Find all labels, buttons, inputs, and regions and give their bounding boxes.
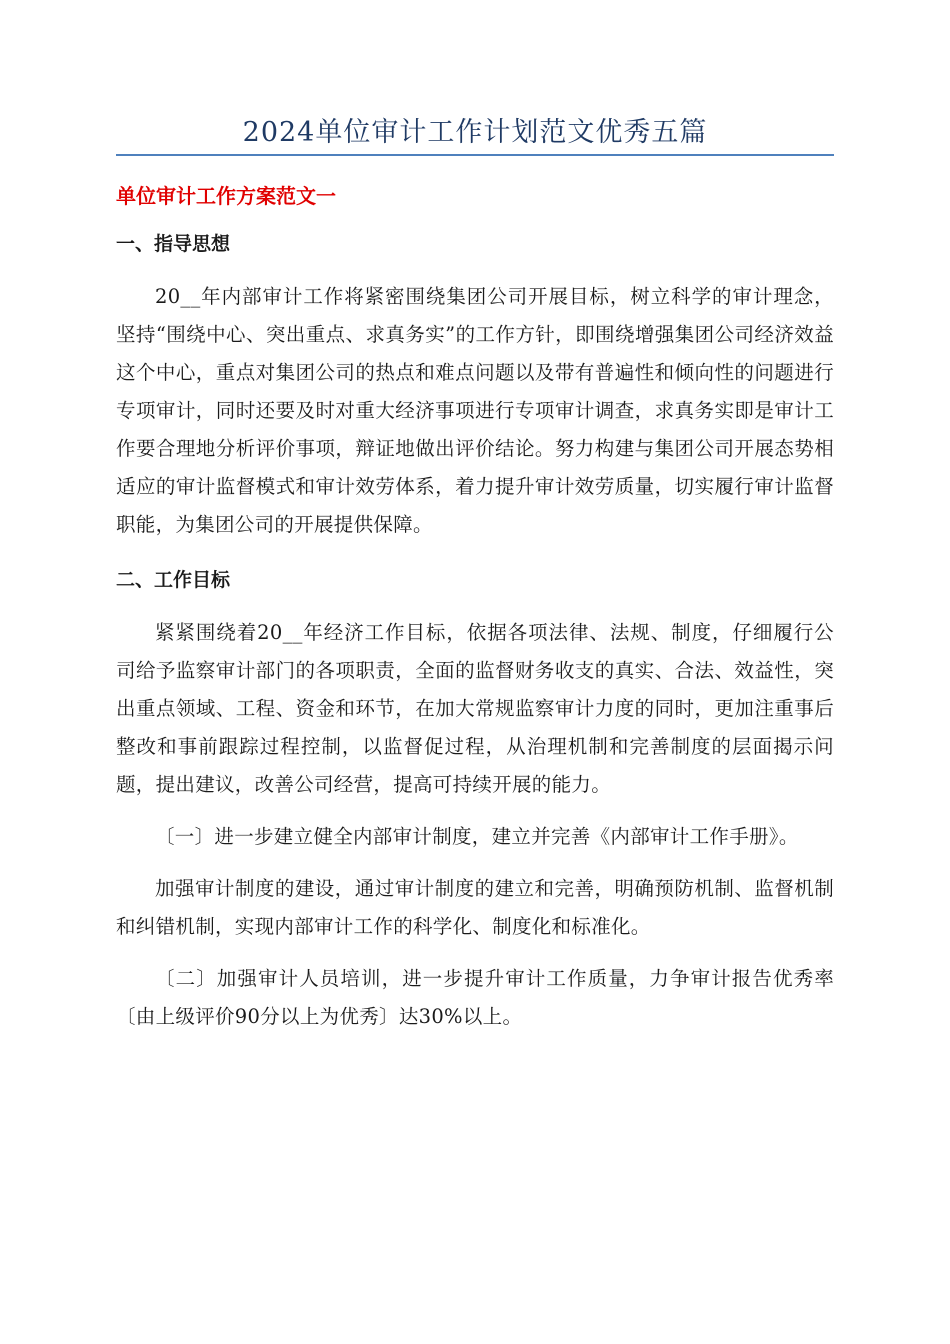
paragraph-item-one: 〔一〕进一步建立健全内部审计制度，建立并完善《内部审计工作手册》。 [155, 825, 799, 848]
paragraph-item-two: 〔二〕加强审计人员培训，进一步提升审计工作质量，力争审计报告优秀率〔由上级评价90分以上为优秀〕达30%以上。 [116, 967, 834, 1028]
document-page [116, 112, 834, 1036]
title-underline [116, 154, 834, 156]
document-title: 2024单位审计工作计划范文优秀五篇 [242, 117, 708, 148]
paragraph-guiding-ideology: 20__年内部审计工作将紧密围绕集团公司开展目标，树立科学的审计理念，坚持“围绕中心、突出重点、求真务实”的工作方针，即围绕增强集团公司经济效益这个中心，重点对集团公司的热点和难点问题以及带有普遍性和倾向性的问题进行专项审计，同时还要及时对重大经济事项进行专项审计调查，求真务实即是审计工作要合理地分析评价事项，辩证地做出评价结论。努力构建与集团公司开展态势相适应的审计监督模式和审计效劳体系，着力提升审计效劳质量，切实履行审计监督职能，为集团公司的开展提供保障。 [116, 285, 834, 536]
section-title: 单位审计工作方案范文一 [116, 184, 336, 208]
heading-work-goals: 二、工作目标 [116, 569, 231, 591]
paragraph-audit-system: 加强审计制度的建设，通过审计制度的建立和完善，明确预防机制、监督机制和纠错机制，实现内部审计工作的科学化、制度化和标准化。 [116, 877, 834, 938]
heading-guiding-ideology: 一、指导思想 [116, 233, 231, 255]
paragraph-work-goals: 紧紧围绕着20__年经济工作目标，依据各项法律、法规、制度，仔细履行公司给予监察审计部门的各项职责，全面的监督财务收支的真实、合法、效益性，突出重点领域、工程、资金和环节，在加大常规监察审计力度的同时，更加注重事后整改和事前跟踪过程控制，以监督促过程，从治理机制和完善制度的层面揭示问题，提出建议，改善公司经营，提高可持续开展的能力。 [116, 621, 834, 796]
